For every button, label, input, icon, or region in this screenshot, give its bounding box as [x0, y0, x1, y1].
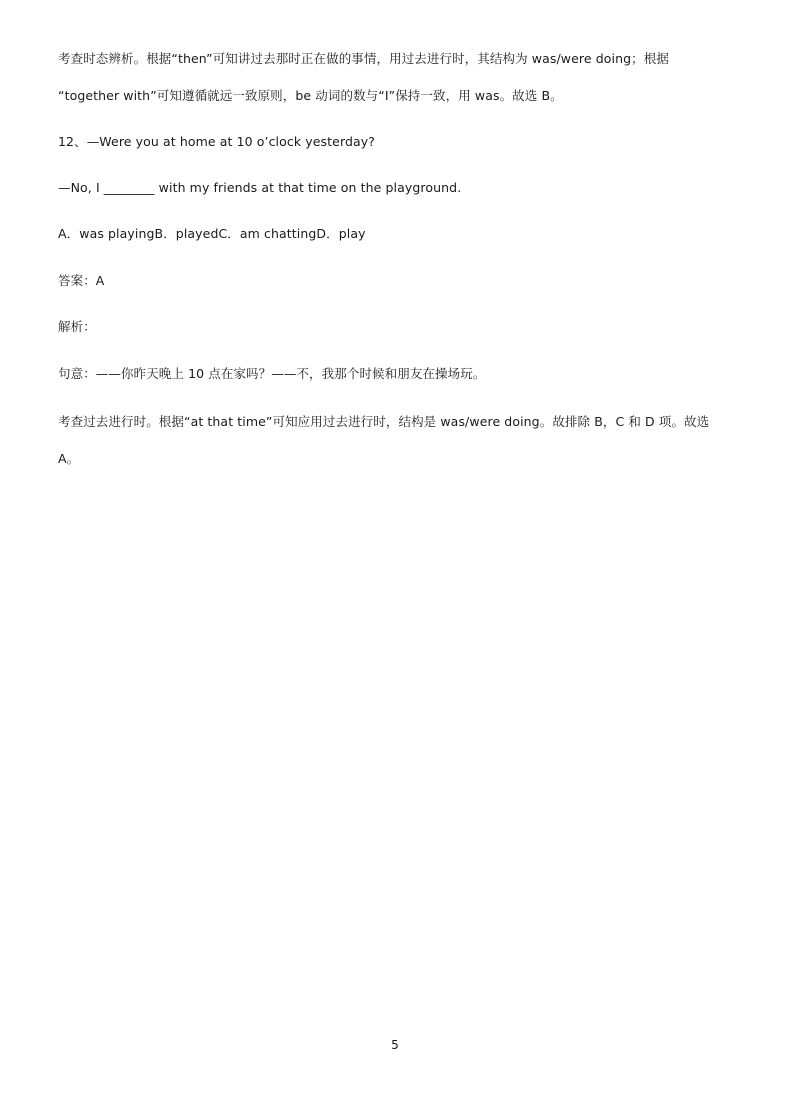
answer-line: 答案：A [58, 273, 105, 288]
question-12-options: A．was playingB．playedC．am chattingD．play [58, 226, 366, 241]
explanation-line-4: A。 [58, 451, 80, 466]
question-12-response: —No, I ________ with my friends at that time on the playground. [58, 180, 462, 195]
question-12-prompt: 12、—Were you at home at 10 o’clock yesterday? [58, 134, 375, 149]
explanation-line-2: “together with”可知遵循就远一致原则，be 动词的数与“I”保持一致，用 was。故选 B。 [58, 88, 563, 103]
page-number: 5 [391, 1038, 399, 1052]
sentence-meaning: 句意：——你昨天晚上 10 点在家吗？——不，我那个时候和朋友在操场玩。 [58, 366, 486, 381]
explanation-line-3: 考查过去进行时。根据“at that time”可知应用过去进行时，结构是 was/were doing。故排除 B，C 和 D 项。故选 [58, 414, 710, 429]
explanation-line-1: 考查时态辨析。根据“then”可知讲过去那时正在做的事情，用过去进行时，其结构为 was/were doing；根据 [58, 51, 669, 66]
analysis-heading: 解析： [58, 319, 96, 334]
